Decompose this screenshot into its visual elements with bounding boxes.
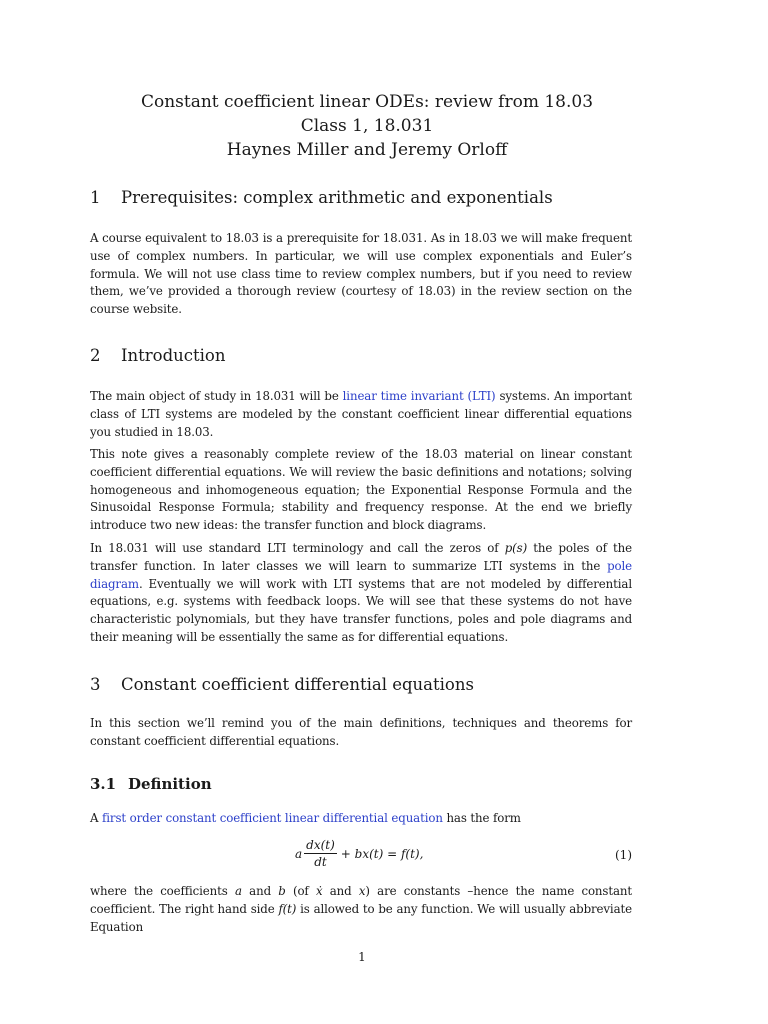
text-run: A [90, 811, 103, 825]
title-line-1: Constant coefficient linear ODEs: review from 18.03 [140, 92, 594, 112]
math-a: a [234, 884, 242, 898]
text-run: (of [285, 884, 316, 898]
section-number: 3 [90, 675, 101, 694]
subsection-3-1-heading [90, 775, 212, 793]
text-run: systems. An important class of LTI systems are modeled by the constant coefficient linear differential equations you studied in 18.03. [90, 389, 632, 439]
paragraph-intro-1 [90, 388, 632, 441]
section-title: Constant coefficient differential equations [121, 675, 474, 694]
section-title: Introduction [121, 346, 226, 365]
fraction-numerator: dx(t) [306, 838, 335, 852]
text-run: In 18.031 will use standard LTI terminology and call the zeros of [90, 541, 505, 555]
derivative-fraction [304, 838, 337, 869]
paragraph-definition [90, 810, 632, 828]
title-line-3: Haynes Miller and Jeremy Orloff [226, 140, 508, 160]
page-number: 1 [358, 950, 366, 964]
section-number: 2 [90, 346, 101, 365]
text-run: is allowed to be any function. We will usually abbreviate Equation [90, 901, 632, 934]
title-line-2: Class 1, 18.031 [300, 116, 434, 136]
equation-body [295, 838, 423, 869]
text-run: and [241, 884, 279, 898]
paragraph-section-3: In this section we’ll remind you of the main definitions, techniques and theorems for constant coefficient differential equations. [90, 716, 632, 748]
subsection-title: Definition [128, 775, 212, 793]
first-order-ode-link[interactable]: first order constant coefficient linear differential equation [102, 811, 443, 825]
paragraph-intro-2: This note gives a reasonably complete review of the 18.03 material on linear constant coefficient differential equations. We will review the basic definitions and notations; solving homogeneous and inhomogeneous equation; the Exponential Response Formula and the Sinusoidal Response Formula; stability and frequency response. At the end we briefly introduce two new ideas: the transfer function and block diagrams. [90, 447, 632, 533]
equation-rest: + bx(t) = f(t), [340, 846, 424, 861]
section-2-heading [90, 346, 226, 365]
paragraph-coefficients [90, 883, 632, 936]
text-run: where the coefficients [90, 884, 235, 898]
equation-1 [90, 836, 632, 876]
section-1-heading [90, 188, 553, 207]
pole-diagram-link[interactable]: pole diagram [90, 558, 632, 591]
math-xdot: ẋ [315, 884, 323, 898]
equation-number: (1) [615, 848, 632, 862]
section-3-heading [90, 675, 474, 694]
subsection-number: 3.1 [90, 775, 117, 793]
title-block [0, 90, 734, 162]
lti-link[interactable]: linear time invariant (LTI) [342, 389, 496, 403]
fraction-denominator: dt [314, 855, 327, 869]
text-run: has the form [442, 811, 521, 825]
section-number: 1 [90, 188, 101, 207]
math-x: x [358, 884, 366, 898]
text-run: and [322, 884, 359, 898]
paragraph-prerequisites: A course equivalent to 18.03 is a prerequisite for 18.031. As in 18.03 we will make frequent use of complex numbers. In particular, we will use complex exponentials and Euler’s formula. We will not use class time to review complex numbers, but if you need to review them, we’ve provided a thorough review (courtesy of 18.03) in the review section on the course website. [90, 231, 632, 317]
section-title: Prerequisites: complex arithmetic and exponentials [121, 188, 553, 207]
text-run: ) are constants –hence the name constant coefficient. The right hand side [90, 884, 632, 916]
math-ps: p(s) [504, 541, 528, 555]
math-b: b [278, 884, 286, 898]
equation-coefficient: a [295, 846, 303, 861]
math-ft: f(t) [278, 901, 297, 916]
text-run: the poles of the transfer function. In later classes we will learn to summarize LTI systems in the [90, 541, 633, 573]
text-run: . Eventually we will work with LTI systems that are not modeled by differential equations, e.g. systems with feedback loops. We will see that these systems do not have characteristic polynomials, but they have transfer functions, poles and pole diagrams and their meaning will be essentially the same as for differential equations. [90, 576, 632, 644]
text-run: The main object of study in 18.031 will be [90, 389, 343, 403]
paragraph-intro-3 [90, 540, 632, 647]
